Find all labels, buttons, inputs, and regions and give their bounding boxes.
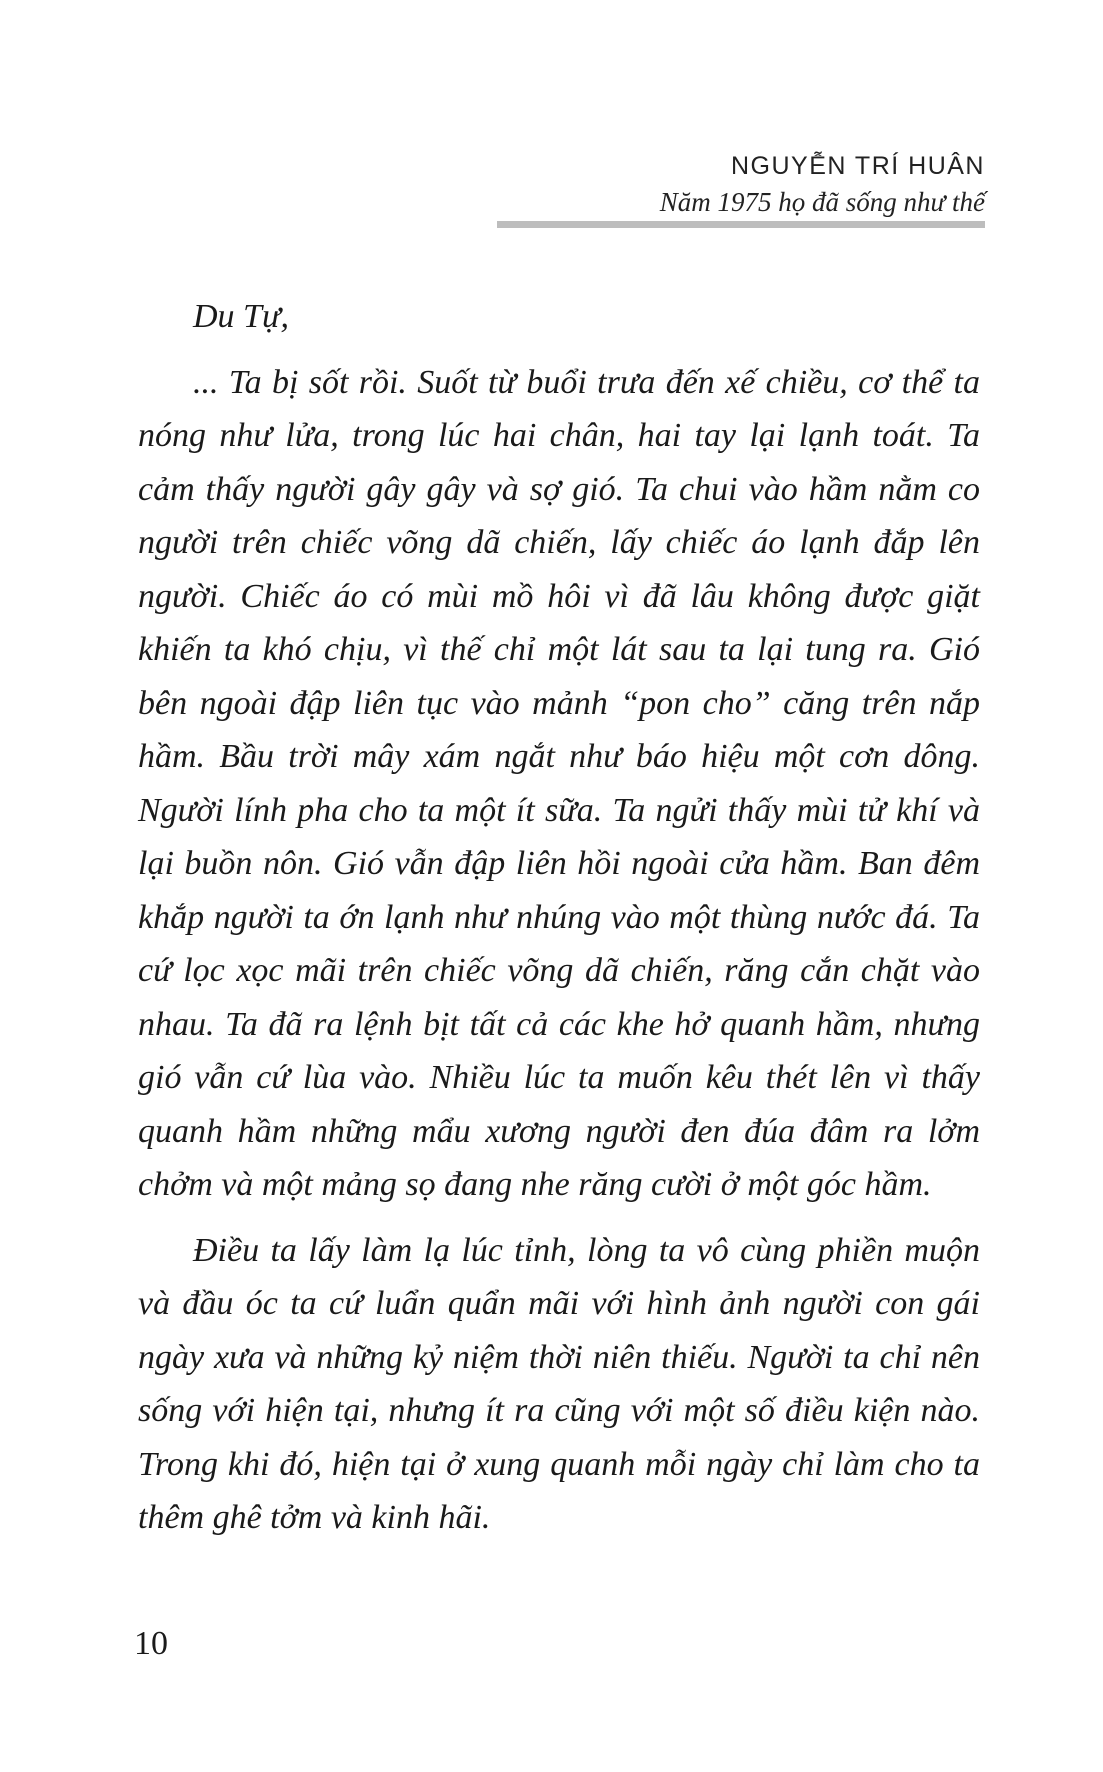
book-title: Năm 1975 họ đã sống như thế [659, 187, 985, 217]
page-number: 10 [134, 1625, 168, 1662]
salutation: Du Tự, [193, 298, 290, 335]
running-header [660, 150, 985, 220]
header-rule [497, 221, 985, 228]
body-text [138, 290, 980, 1557]
author-name: NGUYỄN TRÍ HUÂN [730, 152, 985, 180]
paragraph-2: Điều ta lấy làm lạ lúc tỉnh, lòng ta vô cùng phiền muộn và đầu óc ta cứ luẩn quẩn mãi với hình ảnh người con gái ngày xưa và những kỷ niệm thời niên thiếu. Người ta chỉ nên sống với hiện tại, nhưng ít ra cũng với một số điều kiện nào. Trong khi đó, hiện tại ở xung quanh mỗi ngày chỉ làm cho ta thêm ghê tởm và kinh hãi. [138, 1231, 980, 1536]
paragraph-1: ... Ta bị sốt rồi. Suốt từ buổi trưa đến xế chiều, cơ thể ta nóng như lửa, trong lúc hai chân, hai tay lại lạnh toát. Ta cảm thấy người gây gây và sợ gió. Ta chui vào hầm nằm co người trên chiếc võng dã chiến, lấy chiếc áo lạnh đắp lên người. Chiếc áo có mùi mồ hôi vì đã lâu không được giặt khiến ta khó chịu, vì thế chỉ một lát sau ta lại tung ra. Gió bên ngoài đập liên tục vào mảnh “pon cho” căng trên nắp hầm. Bầu trời mây xám ngắt như báo hiệu một cơn dông. Người lính pha cho ta một ít sữa. Ta ngửi thấy mùi tử khí và lại buồn nôn. Gió vẫn đập liên hồi ngoài cửa hầm. Ban đêm khắp người ta ớn lạnh như nhúng vào một thùng nước đá. Ta cứ lọc xọc mãi trên chiếc võng dã chiến, răng cắn chặt vào nhau. Ta đã ra lệnh bịt tất cả các khe hở quanh hầm, nhưng gió vẫn cứ lùa vào. Nhiều lúc ta muốn kêu thét lên vì thấy quanh hầm những mẩu xương người đen đúa đâm ra lởm chởm và một mảng sọ đang nhe răng cười ở một góc hầm. [138, 363, 980, 1203]
